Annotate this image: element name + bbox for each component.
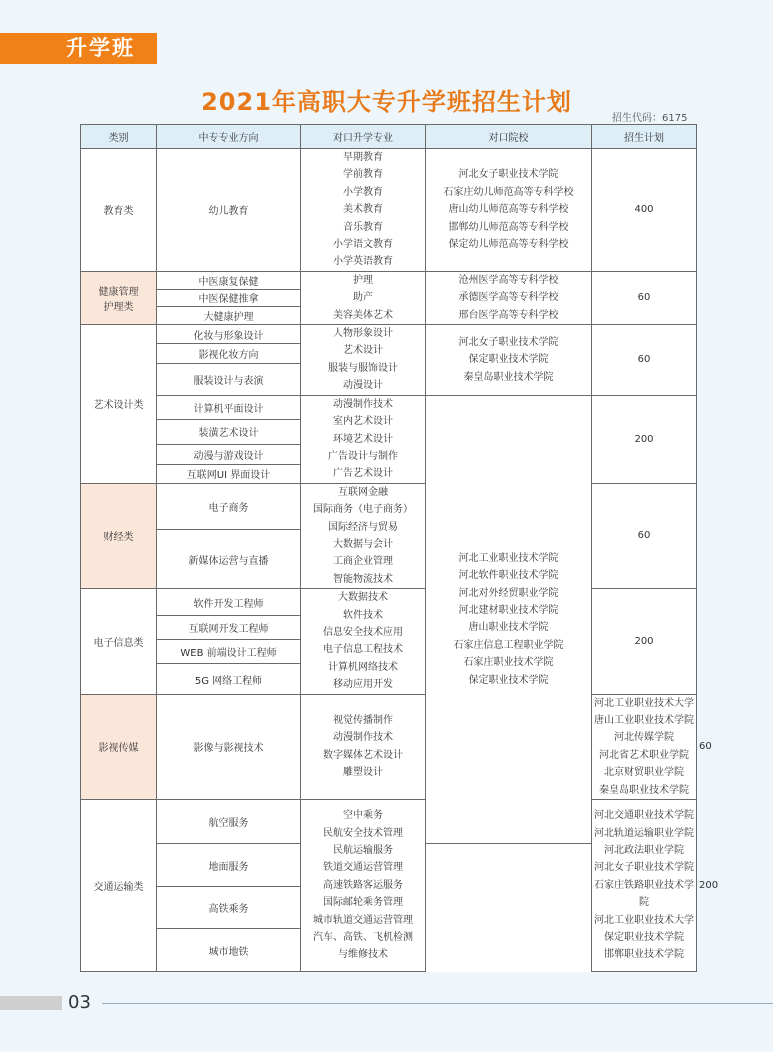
major-list (301, 271, 426, 324)
plan-cell: 200 (592, 589, 697, 694)
table-row (81, 483, 697, 529)
major-item: 高速铁路客运服务 (323, 879, 403, 891)
major-item: 广告设计与制作 (328, 450, 398, 462)
major-item: 艺术设计 (343, 345, 383, 357)
major-list (301, 694, 426, 799)
direction-cell: 互联网开发工程师 (157, 616, 301, 640)
table-row (81, 589, 697, 616)
major-item: 移动应用开发 (333, 679, 393, 691)
school-item: 石家庄职业技术学院 (463, 657, 554, 669)
major-list (301, 800, 426, 972)
school-item: 河北政法职业学院 (604, 845, 684, 857)
school-list (426, 271, 592, 324)
school-list (592, 800, 697, 972)
direction-cell: 装潢艺术设计 (157, 420, 301, 445)
major-item: 美容美体艺术 (333, 309, 393, 321)
school-item: 河北软件职业技术学院 (458, 570, 559, 582)
major-list (301, 483, 426, 588)
major-item: 国际邮轮乘务管理 (323, 897, 403, 909)
major-item: 助产 (353, 292, 373, 304)
major-list (301, 589, 426, 694)
major-item: 护理 (353, 274, 373, 286)
major-item: 城市轨道交通运营管理 (313, 914, 413, 926)
school-item: 沧州医学高等专科学校 (458, 274, 559, 286)
direction-cell: 地面服务 (157, 844, 301, 887)
major-item: 音乐教育 (343, 221, 383, 233)
major-item: 雕塑设计 (343, 767, 383, 779)
major-item: 广告艺术设计 (333, 468, 393, 480)
major-item: 智能物流技术 (333, 573, 393, 585)
school-item: 河北女子职业技术学院 (458, 336, 559, 348)
school-item: 石家庄信息工程职业学院 (453, 639, 564, 651)
direction-cell: 影像与影视技术 (157, 694, 301, 799)
major-item: 动漫制作技术 (333, 732, 393, 744)
major-item: 空中乘务 (343, 810, 383, 822)
direction-cell: WEB 前端设计工程师 (157, 640, 301, 664)
direction-cell: 影视化妆方向 (157, 344, 301, 363)
page-title: 2021年高职大专升学班招生计划 (201, 88, 572, 116)
major-item: 室内艺术设计 (333, 416, 393, 428)
major-item: 小学语文教育 (333, 239, 393, 251)
major-item: 大数据与会计 (333, 538, 393, 550)
table-header-row (81, 125, 697, 149)
school-item: 石家庄铁路职业技术学院 (594, 879, 694, 909)
school-item: 保定职业技术学院 (468, 674, 549, 686)
direction-cell: 计算机平面设计 (157, 395, 301, 420)
direction-cell: 中医保健推拿 (157, 289, 301, 307)
major-item: 服装与服饰设计 (328, 362, 398, 374)
footer-bar (0, 996, 62, 1010)
direction-cell: 中医康复保健 (157, 271, 301, 289)
section-tag: 升学班 (0, 33, 157, 64)
school-item: 秦皇岛职业技术学院 (599, 784, 689, 796)
direction-cell: 大健康护理 (157, 307, 301, 325)
school-item: 保定职业技术学院 (604, 932, 684, 944)
school-item: 唐山工业职业技术学院 (594, 715, 694, 726)
table-row: 交通运输类 航空服务 空中乘务 民航安全技术管理 民航运输服务 铁道交通运营管理 高速铁路客运服务 国际邮轮乘务管理 城市轨道交通运营管理 汽车、高铁、飞机检测 与维修技术 河北交通职业技术学院 河北轨道运输职业学院 河北政法职业学院 河北女子职业技术学院 石家庄铁路职业技术学院 河北工业职业技术大学 保定职业技术学院 邯郸职业技术学院 200 (81, 800, 697, 844)
direction-cell: 幼儿教育 (157, 149, 301, 272)
page-number: 03 (68, 992, 91, 1013)
school-item: 秦皇岛职业技术学院 (463, 371, 554, 383)
category-cell: 财经类 (81, 483, 157, 588)
direction-cell: 服装设计与表演 (157, 363, 301, 395)
direction-cell: 5G 网络工程师 (157, 664, 301, 694)
major-list (301, 395, 426, 483)
direction-cell: 互联网UI 界面设计 (157, 464, 301, 483)
school-item: 河北轨道运输职业学院 (594, 827, 694, 839)
major-item: 早期教育 (343, 152, 383, 163)
school-list (426, 395, 592, 843)
direction-cell: 航空服务 (157, 800, 301, 844)
table-row (81, 395, 697, 420)
major-item: 工商企业管理 (333, 556, 393, 568)
plan-cell: 200 (592, 395, 697, 483)
table-row (81, 149, 697, 272)
header-school: 对口院校 (426, 125, 592, 149)
major-item: 软件技术 (343, 609, 383, 621)
school-item: 邢台医学高等专科学校 (458, 309, 559, 321)
table-row (81, 271, 697, 289)
school-item: 河北工业职业技术学院 (458, 552, 559, 564)
school-list (426, 325, 592, 396)
major-item: 国际经济与贸易 (328, 521, 398, 533)
category-cell: 交通运输类 (81, 800, 157, 972)
school-item: 河北省艺术职业学院 (599, 749, 689, 761)
direction-cell: 高铁乘务 (157, 887, 301, 929)
school-item: 河北对外经贸职业学院 (458, 587, 559, 599)
major-item: 小学英语教育 (333, 256, 393, 268)
school-item: 保定幼儿师范高等专科学校 (448, 239, 569, 251)
major-item: 数字媒体艺术设计 (323, 749, 403, 761)
header-category: 类别 (81, 125, 157, 149)
major-list (301, 149, 426, 272)
major-item: 民航安全技术管理 (323, 827, 403, 839)
header-plan: 招生计划 (592, 125, 697, 149)
enrollment-table (80, 124, 719, 972)
major-item: 电子信息工程技术 (323, 644, 403, 656)
major-item: 美术教育 (343, 204, 383, 216)
major-item: 互联网金融 (338, 486, 388, 498)
enrollment-code: 招生代码：6175 (612, 113, 688, 124)
school-item: 河北工业职业技术大学 (594, 697, 694, 709)
major-item: 民航运输服务 (333, 845, 393, 857)
category-cell: 电子信息类 (81, 589, 157, 694)
major-item: 视觉传播制作 (333, 715, 393, 726)
school-item: 河北女子职业技术学院 (458, 169, 559, 181)
school-item: 河北女子职业技术学院 (594, 862, 694, 874)
school-item: 河北传媒学院 (614, 732, 674, 744)
footer-divider (102, 1003, 773, 1004)
major-item: 小学教育 (343, 186, 383, 198)
header-major: 对口升学专业 (301, 125, 426, 149)
major-item: 动漫制作技术 (333, 398, 393, 410)
major-item: 国际商务（电子商务） (313, 504, 413, 516)
direction-cell: 软件开发工程师 (157, 589, 301, 616)
table-row: 影视传媒 影像与影视技术 视觉传播制作 动漫制作技术 数字媒体艺术设计 雕塑设计 河北工业职业技术大学 唐山工业职业技术学院 河北传媒学院 河北省艺术职业学院 北京财贸职业学院 秦皇岛职业技术学院 60 (81, 694, 697, 799)
major-item: 铁道交通运营管理 (323, 862, 403, 874)
major-item: 学前教育 (343, 169, 383, 181)
major-item: 计算机网络技术 (328, 661, 398, 673)
school-item: 石家庄幼儿师范高等专科学校 (443, 186, 574, 198)
school-item: 邯郸幼儿师范高等专科学校 (448, 221, 569, 233)
table-row (81, 325, 697, 344)
direction-cell: 电子商务 (157, 483, 301, 529)
school-item: 北京财贸职业学院 (604, 767, 684, 779)
school-item: 河北工业职业技术大学 (594, 914, 694, 926)
school-list (426, 149, 592, 272)
category-cell: 艺术设计类 (81, 325, 157, 484)
major-list (301, 325, 426, 396)
school-item: 唐山职业技术学院 (468, 622, 549, 634)
major-item: 大数据技术 (338, 592, 388, 604)
school-item: 河北交通职业技术学院 (594, 810, 694, 822)
major-item: 动漫设计 (343, 380, 383, 392)
category-cell: 教育类 (81, 149, 157, 272)
major-item: 人物形象设计 (333, 328, 393, 340)
school-item: 保定职业技术学院 (468, 354, 549, 366)
category-cell: 健康管理 护理类 (81, 271, 157, 324)
direction-cell: 新媒体运营与直播 (157, 529, 301, 588)
category-cell: 影视传媒 (81, 694, 157, 799)
plan-cell: 60 (592, 271, 697, 324)
direction-cell: 城市地铁 (157, 929, 301, 972)
direction-cell: 化妆与形象设计 (157, 325, 301, 344)
plan-cell: 60 (592, 483, 697, 588)
plan-cell: 60 (592, 325, 697, 396)
school-item: 承德医学高等专科学校 (458, 292, 559, 304)
school-item: 邯郸职业技术学院 (604, 949, 684, 961)
school-list (592, 694, 697, 799)
header-direction: 中专专业方向 (157, 125, 301, 149)
school-item: 唐山幼儿师范高等专科学校 (448, 204, 569, 216)
plan-cell: 400 (592, 149, 697, 272)
major-item: 环境艺术设计 (333, 433, 393, 445)
major-item: 汽车、高铁、飞机检测 (313, 932, 413, 944)
major-item: 与维修技术 (338, 949, 388, 961)
direction-cell: 动漫与游戏设计 (157, 444, 301, 464)
school-item: 河北建材职业技术学院 (458, 604, 559, 616)
major-item: 信息安全技术应用 (323, 626, 403, 638)
